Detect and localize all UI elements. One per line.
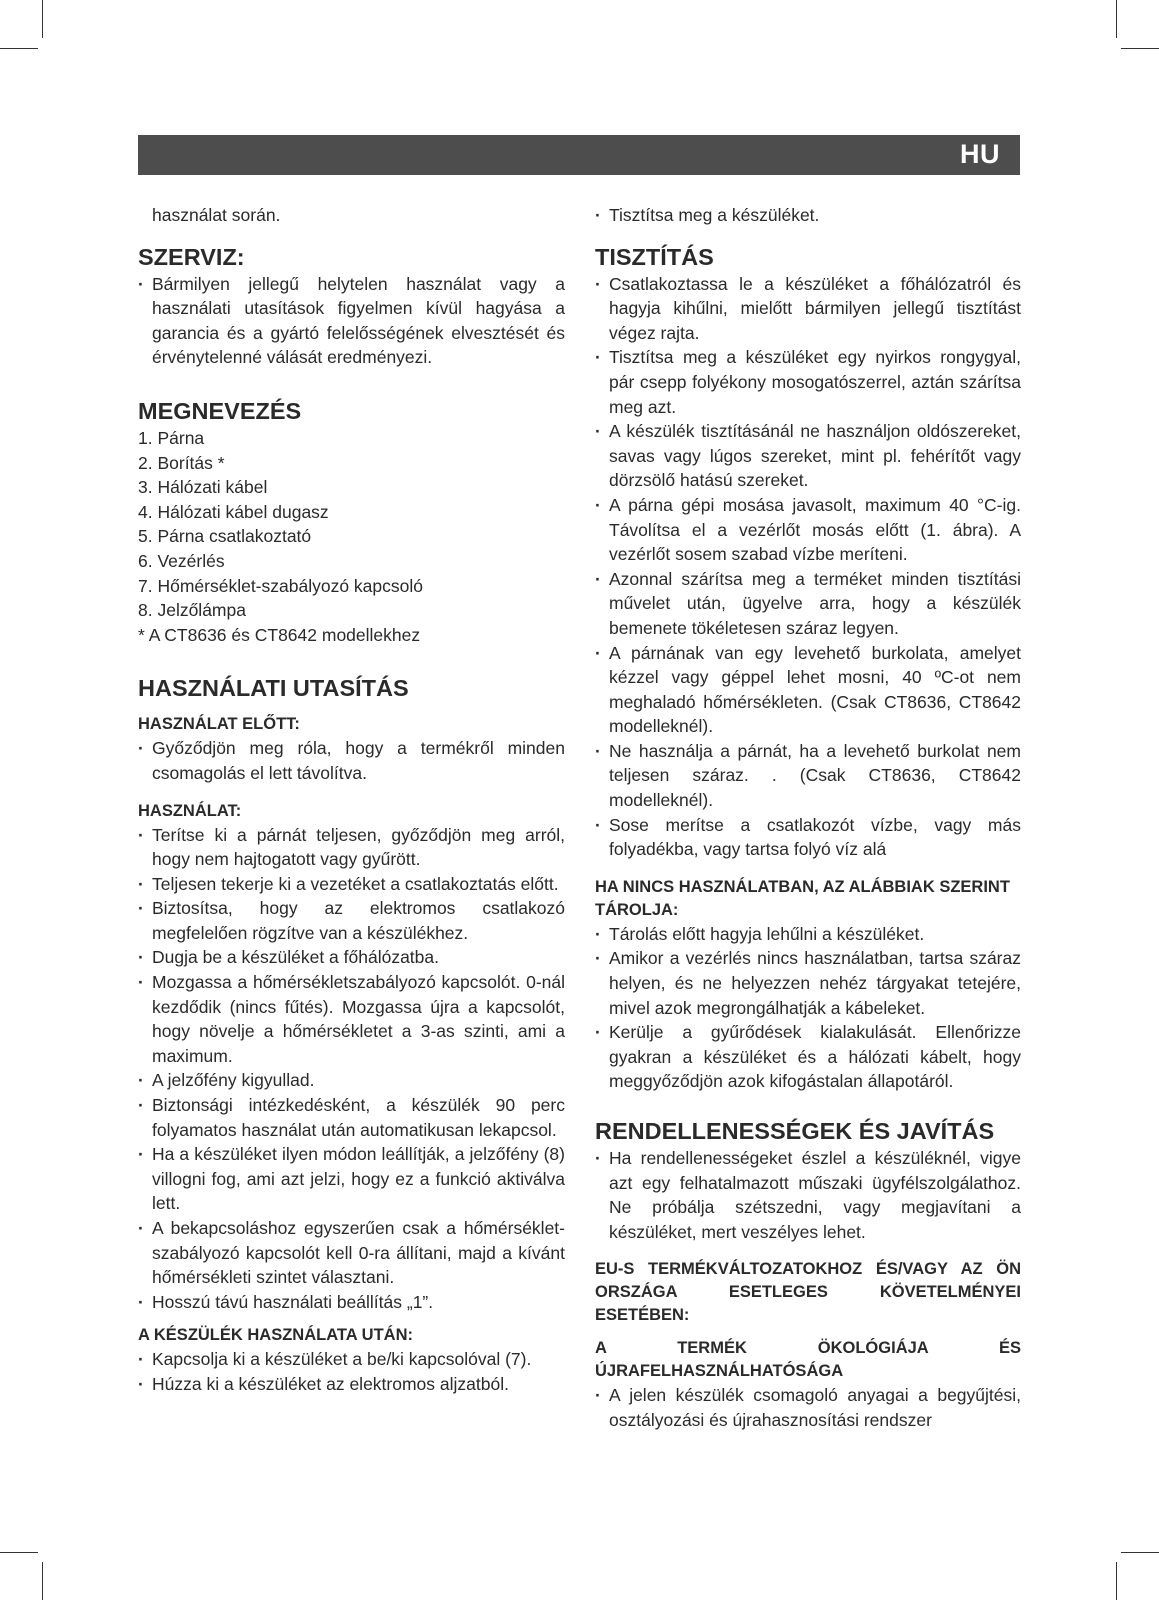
list-item: · A párna gépi mosása javasolt, maximum 40 °C-ig. Távolítsa el a vezérlőt mosás előtt (1. ábra). A vezérlőt sosem szabad vízbe meríteni. [595, 493, 1021, 567]
language-code: HU [960, 139, 1000, 169]
section-title-utasitas: HASZNÁLATI UTASÍTÁS [138, 675, 409, 702]
intro-list [595, 203, 1021, 228]
subsection-title-eu: EU-S TERMÉKVÁLTOZATOKHOZ ÉS/VAGY AZ ÖN ORSZÁGA ESETLEGES KÖVETELMÉNYEI ESETÉBEN: [595, 1260, 1021, 1325]
list-item: 8. Jelzőlámpa [138, 600, 246, 621]
list-item: · Ha a készüléket ilyen módon leállítják, a jelzőfény (8) villogni fog, ami azt jelzi, hogy ez a funkció aktiválva lett. [138, 1142, 565, 1216]
list-item: 5. Párna csatlakoztató [138, 526, 312, 547]
crop-mark [1116, 1562, 1117, 1600]
list-item: 2. Borítás * [138, 452, 225, 473]
list-item: · Azonnal szárítsa meg a terméket minden tisztítási művelet után, ügyelve arra, hogy a készülék bemenete tökéletesen száraz legyen. [595, 567, 1021, 641]
subsection-title-okologia: A TERMÉK ÖKOLÓGIÁJA ÉS ÚJRAFELHASZNÁLHATÓSÁGA [595, 1339, 1021, 1381]
okologia-list [595, 1383, 1021, 1432]
subsection-title-hasznalat: HASZNÁLAT: [138, 801, 242, 820]
list-item: · A bekapcsoláshoz egyszerűen csak a hőmérséklet-szabályozó kapcsolót kell 0-ra állítani, majd a kívánt hőmérsékleti szintet választani. [138, 1216, 565, 1290]
list-item: · Teljesen tekerje ki a vezetéket a csatlakoztatás előtt. [138, 872, 565, 897]
list-item: · A jelzőfény kigyullad. [138, 1068, 565, 1093]
list-item: · Dugja be a készüléket a főhálózatba. [138, 945, 565, 970]
list-item: 3. Hálózati kábel [138, 477, 268, 498]
list-item: · Bármilyen jellegű helytelen használat vagy a használati utasítások figyelmen kívül hagyása a garancia és a gyártó felelősségének elvesztését és érvénytelenné válását eredményezi. [138, 272, 565, 370]
list-item: · Húzza ki a készüléket az elektromos aljzatból. [138, 1372, 565, 1397]
list-item: · Biztosítsa, hogy az elektromos csatlakozó megfelelően rögzítve van a készülékhez. [138, 896, 565, 945]
list-item: · Hosszú távú használati beállítás „1”. [138, 1290, 565, 1315]
crop-mark [42, 0, 43, 38]
list-item: · Kapcsolja ki a készüléket a be/ki kapcsolóval (7). [138, 1347, 565, 1372]
subsection-title-tarolas: HA NINCS HASZNÁLATBAN, AZ ALÁBBIAK SZERINT TÁROLJA: [595, 877, 1010, 919]
list-item: · Mozgassa a hőmérsékletszabályozó kapcsolót. 0-nál kezdődik (nincs fűtés). Mozgassa újra a kapcsolót, hogy növelje a hőmérsékletet a 3-as szinti, ami a maximum. [138, 970, 565, 1068]
section-title-tisztitas: TISZTÍTÁS [595, 243, 714, 270]
list-item: · Csatlakoztassa le a készüléket a főhálózatról és hagyja kihűlni, mielőtt bármilyen jellegű tisztítást végez rajta. [595, 272, 1021, 346]
list-item: · Ne használja a párnát, ha a levehető burkolat nem teljesen száraz. . (Csak CT8636, CT8642 modelleknél). [595, 739, 1021, 813]
list-item: · Amikor a vezérlés nincs használatban, tartsa száraz helyen, és ne helyezzen nehéz tárgyakat tetejére, mivel azok megrongálhatják a kábeleket. [595, 946, 1021, 1020]
intro-text: használat során. [152, 205, 281, 225]
list-item: · Kerülje a gyűrődések kialakulását. Ellenőrizze gyakran a készüléket és a hálózati kábelt, hogy meggyőződjön azok kifogástalan állapotáról. [595, 1020, 1021, 1094]
szerviz-list [138, 272, 565, 370]
tarolas-list [595, 922, 1021, 1094]
list-item: · Sose merítse a csatlakozót vízbe, vagy más folyadékba, vagy tartsa folyó víz alá [595, 813, 1021, 862]
list-item: · Ha rendellenességeket észlel a készüléknél, vigye azt egy felhatalmazott műszaki ügyfélszolgálathoz. Ne próbálja szétszedni, vagy megjavítani a készüléket, mert veszélyes lehet. [595, 1146, 1021, 1244]
list-item: · Biztonsági intézkedésként, a készülék 90 perc folyamatos használat után automatikusan lekapcsol. [138, 1093, 565, 1142]
list-item: · A jelen készülék csomagoló anyagai a begyűjtési, osztályozási és újrahasznosítási rendszer [595, 1383, 1021, 1432]
list-item: · Tisztítsa meg a készüléket. [595, 203, 1021, 228]
list-item: · A készülék tisztításánál ne használjon oldószereket, savas vagy lúgos szereket, mint pl. fehérítőt vagy dörzsölő hatású szereket. [595, 419, 1021, 493]
crop-mark [1121, 48, 1159, 49]
list-item: 1. Párna [138, 427, 205, 448]
subsection-title-utan: A KÉSZÜLÉK HASZNÁLATA UTÁN: [138, 1326, 413, 1345]
list-item: · Terítse ki a párnát teljesen, győződjön meg arról, hogy nem hajtogatott vagy gyűrött. [138, 823, 565, 872]
utan-list [138, 1347, 565, 1396]
crop-mark [0, 48, 38, 49]
list-item: 7. Hőmérséklet-szabályozó kapcsoló [138, 575, 423, 596]
parts-list [138, 426, 565, 647]
section-title-szerviz: SZERVIZ: [138, 243, 245, 270]
list-item: · Győződjön meg róla, hogy a termékről minden csomagolás el lett távolítva. [138, 736, 565, 785]
list-item: * A CT8636 és CT8642 modellekhez [138, 624, 421, 645]
tisztitas-list [595, 272, 1021, 862]
section-title-megnevezes: MEGNEVEZÉS [138, 397, 302, 424]
javitas-list [595, 1146, 1021, 1244]
list-item: 4. Hálózati kábel dugasz [138, 501, 329, 522]
crop-mark [42, 1562, 43, 1600]
crop-mark [1121, 1552, 1159, 1553]
crop-mark [0, 1552, 38, 1553]
subsection-title-elott: HASZNÁLAT ELŐTT: [138, 715, 300, 734]
elott-list [138, 736, 565, 785]
crop-mark [1116, 0, 1117, 38]
list-item: · Tisztítsa meg a készüléket egy nyirkos rongygyal, pár csepp folyékony mosogatószerrel, aztán szárítsa meg azt. [595, 345, 1021, 419]
list-item: · Tárolás előtt hagyja lehűlni a készüléket. [595, 922, 1021, 947]
right-column [595, 203, 1021, 1433]
list-item: · A párnának van egy levehető burkolata, amelyet kézzel vagy géppel lehet mosni, 40 ºC-ot nem meghaladó hőmérsékleten. (Csak CT8636, CT8642 modelleknél). [595, 641, 1021, 739]
left-column [138, 203, 565, 1397]
list-item: 6. Vezérlés [138, 550, 225, 571]
language-header-bar [138, 135, 1020, 175]
section-title-javitas: RENDELLENESSÉGEK ÉS JAVÍTÁS [595, 1118, 995, 1144]
hasznalat-list [138, 823, 565, 1315]
